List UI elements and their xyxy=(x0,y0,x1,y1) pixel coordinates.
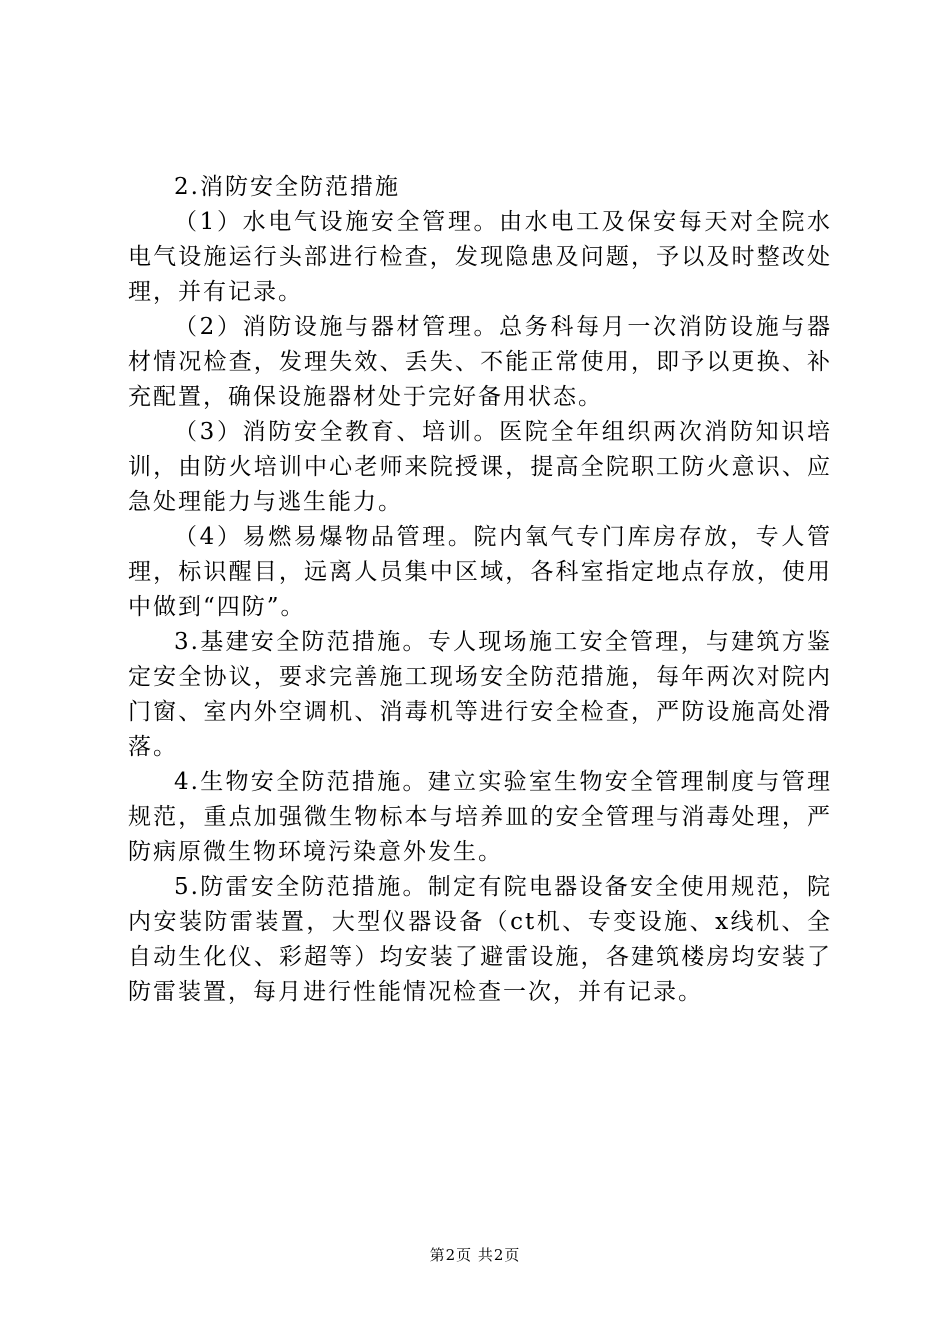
paragraph-construction-safety: 3.基建安全防范措施。专人现场施工安全管理，与建筑方鉴定安全协议，要求完善施工现场安全防范措施，每年两次对院内门窗、室内外空调机、消毒机等进行安全检查，严防设施高处滑落。 xyxy=(128,629,832,760)
paragraph-biosafety: 4.生物安全防范措施。建立实验室生物安全管理制度与管理规范，重点加强微生物标本与培养皿的安全管理与消毒处理，严防病原微生物环境污染意外发生。 xyxy=(128,769,832,865)
section-heading: 2.消防安全防范措施 xyxy=(174,174,400,200)
paragraph-fire-equipment: （2）消防设施与器材管理。总务科每月一次消防设施与器材情况检查，发理失效、丢失、不能正常使用，即予以更换、补充配置，确保设施器材处于完好备用状态。 xyxy=(128,314,832,410)
page-number-footer: 第2页 共2页 xyxy=(429,1246,521,1264)
paragraph-water-electric-gas: （1）水电气设施安全管理。由水电工及保安每天对全院水电气设施运行头部进行检查，发现隐患及问题，予以及时整改处理，并有记录。 xyxy=(128,209,832,305)
paragraph-fire-training: （3）消防安全教育、培训。医院全年组织两次消防知识培训，由防火培训中心老师来院授课，提高全院职工防火意识、应急处理能力与逃生能力。 xyxy=(128,419,832,515)
paragraph-lightning-protection: 5.防雷安全防范措施。制定有院电器设备安全使用规范，院内安装防雷装置，大型仪器设备（ct机、专变设施、x线机、全自动生化仪、彩超等）均安装了避雷设施，各建筑楼房均安装了防雷装置，每月进行性能情况检查一次，并有记录。 xyxy=(128,874,832,1005)
document-body xyxy=(128,170,832,1010)
paragraph-flammables: （4）易燃易爆物品管理。院内氧气专门库房存放，专人管理，标识醒目，远离人员集中区域，各科室指定地点存放，使用中做到“四防”。 xyxy=(128,524,832,620)
